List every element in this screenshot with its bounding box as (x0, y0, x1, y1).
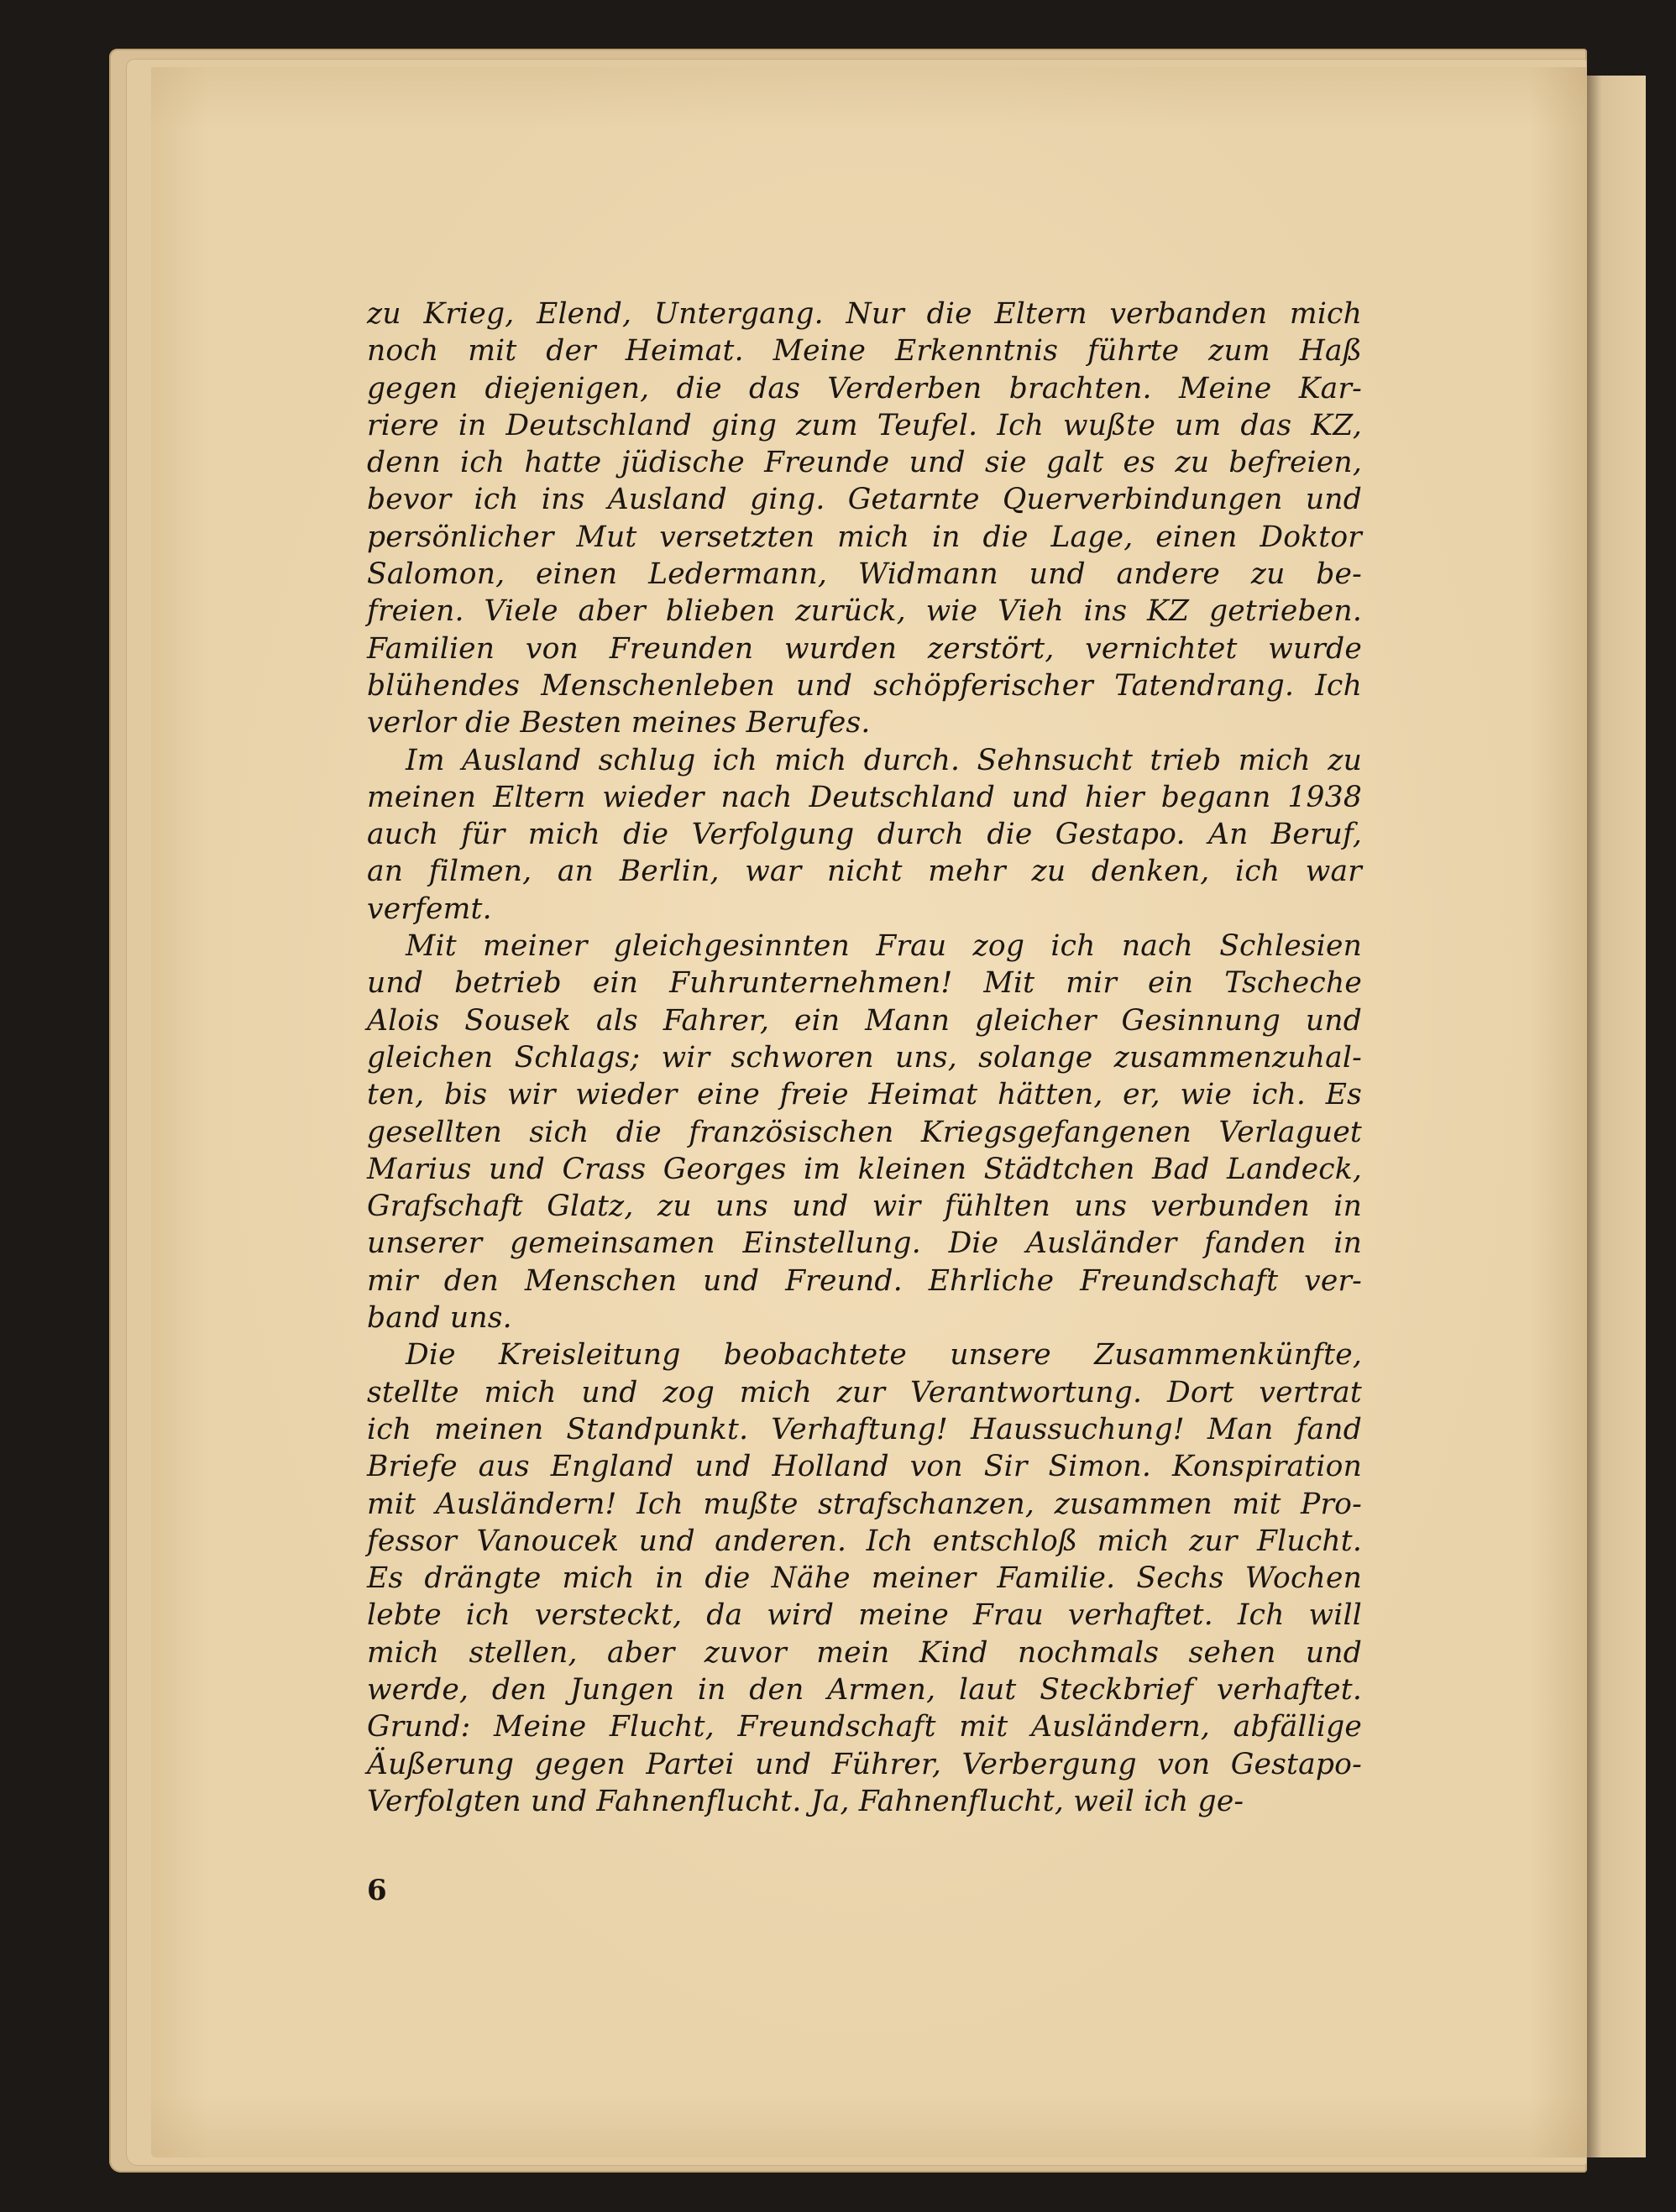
text-line: Die Kreisleitung beobachtete unsere Zusammenkünfte, (406, 1338, 1362, 1373)
text-line: Salomon, einen Ledermann, Widmann und andere zu be- (367, 557, 1362, 592)
text-line: mir den Menschen und Freund. Ehrliche Freundschaft ver- (367, 1263, 1362, 1298)
text-line: Briefe aus England und Holland von Sir Simon. Konspiration (367, 1450, 1362, 1484)
text-line: stellte mich und zog mich zur Verantwortung. Dort vertrat (367, 1375, 1362, 1409)
text-line: Grafschaft Glatz, zu uns und wir fühlten uns verbunden in (367, 1190, 1362, 1224)
text-line: und betrieb ein Fuhrunternehmen! Mit mir ein Tscheche (367, 966, 1362, 1001)
text-line: denn ich hatte jüdische Freunde und sie galt es zu befreien, (367, 446, 1362, 480)
text-line: persönlicher Mut versetzten mich in die Lage, einen Doktor (367, 520, 1362, 554)
text-line: blühendes Menschenleben und schöpferischer Tatendrang. Ich (367, 668, 1362, 703)
text-line: verfemt. (367, 892, 492, 926)
text-line: Mit meiner gleichgesinnten Frau zog ich nach Schlesien (406, 929, 1362, 964)
text-line: Äußerung gegen Partei und Führer, Verbergung von Gestapo- (367, 1747, 1362, 1781)
text-line: Verfolgten und Fahnenflucht. Ja, Fahnenflucht, weil ich ge- (367, 1784, 1244, 1818)
text-line: riere in Deutschland ging zum Teufel. Ich wußte um das KZ, (367, 408, 1362, 442)
text-line: zu Krieg, Elend, Untergang. Nur die Eltern verbanden mich (367, 297, 1362, 331)
body-text (367, 295, 1362, 1820)
text-line: ich meinen Standpunkt. Verhaftung! Haussuchung! Man fand (367, 1412, 1362, 1446)
text-line: an filmen, an Berlin, war nicht mehr zu denken, ich war (367, 855, 1362, 889)
text-line: bevor ich ins Ausland ging. Getarnte Querverbindungen und (367, 483, 1362, 517)
text-line: mit Ausländern! Ich mußte strafschanzen, zusammen mit Pro- (367, 1487, 1362, 1521)
text-line: gesellten sich die französischen Kriegsgefangenen Verlaguet (367, 1115, 1362, 1149)
text-line: Marius und Crass Georges im kleinen Städtchen Bad Landeck, (367, 1152, 1362, 1186)
text-line: Grund: Meine Flucht, Freundschaft mit Ausländern, abfällige (367, 1710, 1362, 1744)
text-line: fessor Vanoucek und anderen. Ich entschloß mich zur Flucht. (367, 1524, 1362, 1558)
text-line: Familien von Freunden wurden zerstört, vernichtet wurde (367, 631, 1362, 666)
paragraph (367, 742, 1362, 928)
page-number: 6 (367, 1874, 387, 1907)
text-line: noch mit der Heimat. Meine Erkenntnis führte zum Haß (367, 334, 1362, 369)
facing-page-edge (1587, 76, 1646, 2157)
text-line: Im Ausland schlug ich mich durch. Sehnsucht trieb mich zu (406, 743, 1362, 777)
paragraph (367, 1336, 1362, 1820)
text-line: band uns. (367, 1301, 512, 1336)
text-line: mich stellen, aber zuvor mein Kind nochmals sehen und (367, 1635, 1362, 1670)
text-line: meinen Eltern wieder nach Deutschland und hier begann 1938 (367, 780, 1362, 814)
text-line: werde, den Jungen in den Armen, laut Steckbrief verhaftet. (367, 1672, 1362, 1707)
paragraph (367, 295, 1362, 742)
text-line: auch für mich die Verfolgung durch die Gestapo. An Beruf, (367, 818, 1362, 852)
text-line: Es drängte mich in die Nähe meiner Familie. Sechs Wochen (367, 1561, 1362, 1596)
text-line: gegen diejenigen, die das Verderben brachten. Meine Kar- (367, 371, 1362, 405)
text-line: verlor die Besten meines Berufes. (367, 706, 871, 740)
text-line: unserer gemeinsamen Einstellung. Die Ausländer fanden in (367, 1226, 1362, 1261)
text-line: lebte ich versteckt, da wird meine Frau verhaftet. Ich will (367, 1598, 1362, 1633)
text-line: gleichen Schlags; wir schworen uns, solange zusammenzuhal- (367, 1040, 1362, 1075)
text-line: ten, bis wir wieder eine freie Heimat hätten, er, wie ich. Es (367, 1078, 1362, 1112)
paragraph (367, 928, 1362, 1336)
text-line: freien. Viele aber blieben zurück, wie Vieh ins KZ getrieben. (367, 594, 1362, 629)
text-line: Alois Sousek als Fahrer, ein Mann gleicher Gesinnung und (367, 1003, 1362, 1038)
